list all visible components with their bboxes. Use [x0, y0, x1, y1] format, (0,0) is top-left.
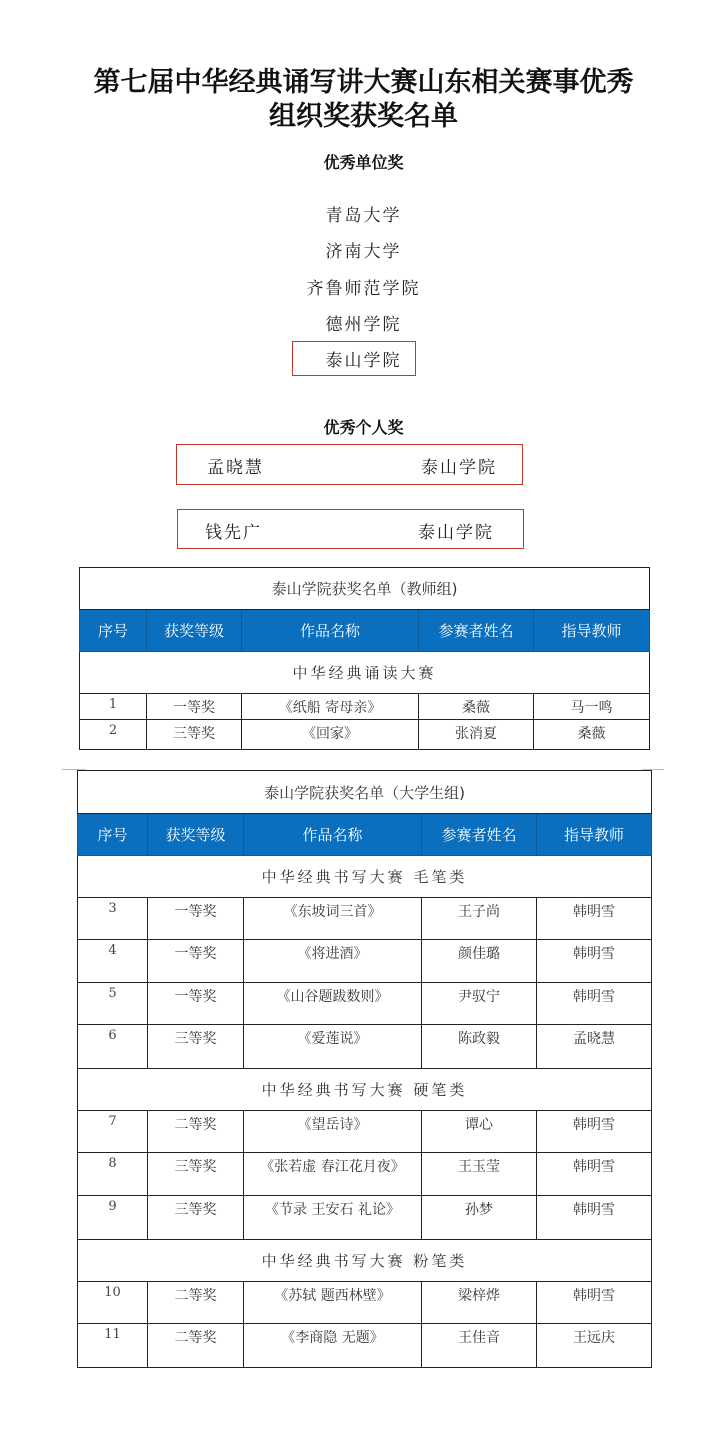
table-caption: 泰山学院获奖名单（大学生组)	[78, 771, 652, 814]
cell-level: 三等奖	[147, 720, 242, 750]
cell-level: 一等奖	[148, 898, 244, 940]
teacher-award-table	[79, 567, 650, 750]
cell-teacher: 韩明雪	[537, 940, 652, 983]
cell-no: 5	[78, 983, 148, 1025]
table-row	[80, 694, 650, 720]
cell-teacher: 韩明雪	[537, 1111, 652, 1153]
cell-no: 2	[80, 720, 147, 750]
cell-name: 王子尚	[422, 898, 537, 940]
column-header: 序号	[80, 610, 147, 652]
category-row: 中华经典书写大赛 粉笔类	[78, 1240, 652, 1282]
cell-teacher: 韩明雪	[537, 1282, 652, 1324]
cell-name: 尹驭宁	[422, 983, 537, 1025]
category-row: 中华经典书写大赛 硬笔类	[78, 1069, 652, 1111]
cell-no: 7	[78, 1111, 148, 1153]
unit-item: 济南大学	[325, 242, 402, 262]
cell-no: 10	[78, 1282, 148, 1324]
category-row: 中华经典诵读大赛	[80, 652, 650, 694]
cell-level: 一等奖	[148, 983, 244, 1025]
person-org: 泰山学院	[421, 458, 497, 478]
cell-work: 《苏轼 题西林壁》	[244, 1282, 422, 1324]
table-row	[78, 1324, 652, 1368]
person-org: 泰山学院	[418, 523, 494, 543]
cell-no: 9	[78, 1196, 148, 1240]
unit-item: 齐鲁师范学院	[306, 279, 421, 299]
table-row	[78, 1282, 652, 1324]
cell-name: 桑薇	[419, 694, 534, 720]
table-row	[78, 1025, 652, 1069]
column-header: 指导教师	[534, 610, 650, 652]
unit-award-heading: 优秀单位奖	[323, 153, 404, 172]
unit-item: 德州学院	[325, 315, 402, 335]
cell-teacher: 韩明雪	[537, 1196, 652, 1240]
cell-name: 张消夏	[419, 720, 534, 750]
cell-work: 《东坡词三首》	[244, 898, 422, 940]
cell-work: 《山谷题跋数则》	[244, 983, 422, 1025]
cell-work: 《张若虚 春江花月夜》	[244, 1153, 422, 1196]
cell-teacher: 孟晓慧	[537, 1025, 652, 1069]
table-row	[78, 940, 652, 983]
cell-teacher: 马一鸣	[534, 694, 650, 720]
table-row	[80, 720, 650, 750]
cell-no: 6	[78, 1025, 148, 1069]
cell-level: 一等奖	[147, 694, 242, 720]
cell-no: 4	[78, 940, 148, 983]
cell-level: 二等奖	[148, 1282, 244, 1324]
cell-level: 三等奖	[148, 1153, 244, 1196]
cell-work: 《爱莲说》	[244, 1025, 422, 1069]
cell-no: 11	[78, 1324, 148, 1368]
table-row	[78, 983, 652, 1025]
page-title-line1: 第七届中华经典诵写讲大赛山东相关赛事优秀	[93, 67, 634, 98]
table-row	[78, 1153, 652, 1196]
cell-work: 《回家》	[242, 720, 419, 750]
column-header: 序号	[78, 814, 148, 856]
cell-work: 《将进酒》	[244, 940, 422, 983]
cell-level: 一等奖	[148, 940, 244, 983]
person-name: 孟晓慧	[207, 458, 264, 478]
unit-item-highlighted: 泰山学院	[325, 351, 402, 371]
table-caption: 泰山学院获奖名单（教师组)	[80, 568, 650, 610]
cell-no: 1	[80, 694, 147, 720]
cell-name: 谭心	[422, 1111, 537, 1153]
individual-award-heading: 优秀个人奖	[323, 418, 404, 437]
student-award-table	[77, 770, 652, 1368]
cell-level: 二等奖	[148, 1324, 244, 1368]
cell-no: 3	[78, 898, 148, 940]
cell-work: 《纸船 寄母亲》	[242, 694, 419, 720]
cell-teacher: 王远庆	[537, 1324, 652, 1368]
column-header: 参赛者姓名	[422, 814, 537, 856]
cell-work: 《李商隐 无题》	[244, 1324, 422, 1368]
cell-level: 三等奖	[148, 1025, 244, 1069]
column-header: 指导教师	[537, 814, 652, 856]
cell-no: 8	[78, 1153, 148, 1196]
column-header: 获奖等级	[148, 814, 244, 856]
category-row: 中华经典书写大赛 毛笔类	[78, 856, 652, 898]
table-row	[78, 1111, 652, 1153]
cell-level: 三等奖	[148, 1196, 244, 1240]
cell-teacher: 桑薇	[534, 720, 650, 750]
column-header: 参赛者姓名	[419, 610, 534, 652]
person-entry	[177, 509, 524, 549]
column-header: 作品名称	[244, 814, 422, 856]
cell-teacher: 韩明雪	[537, 898, 652, 940]
cell-name: 王佳音	[422, 1324, 537, 1368]
cell-name: 颜佳璐	[422, 940, 537, 983]
cell-name: 陈政毅	[422, 1025, 537, 1069]
column-header: 作品名称	[242, 610, 419, 652]
cell-work: 《节录 王安石 礼论》	[244, 1196, 422, 1240]
unit-item: 青岛大学	[325, 206, 402, 226]
cell-work: 《望岳诗》	[244, 1111, 422, 1153]
cell-name: 孙梦	[422, 1196, 537, 1240]
cell-name: 梁梓烨	[422, 1282, 537, 1324]
column-header: 获奖等级	[147, 610, 242, 652]
cell-teacher: 韩明雪	[537, 983, 652, 1025]
cell-teacher: 韩明雪	[537, 1153, 652, 1196]
person-name: 钱先广	[205, 523, 262, 543]
person-entry	[176, 444, 523, 485]
cell-name: 王玉莹	[422, 1153, 537, 1196]
cell-level: 二等奖	[148, 1111, 244, 1153]
page-title-line2: 组织奖获奖名单	[269, 101, 458, 132]
table-row	[78, 1196, 652, 1240]
table-row	[78, 898, 652, 940]
